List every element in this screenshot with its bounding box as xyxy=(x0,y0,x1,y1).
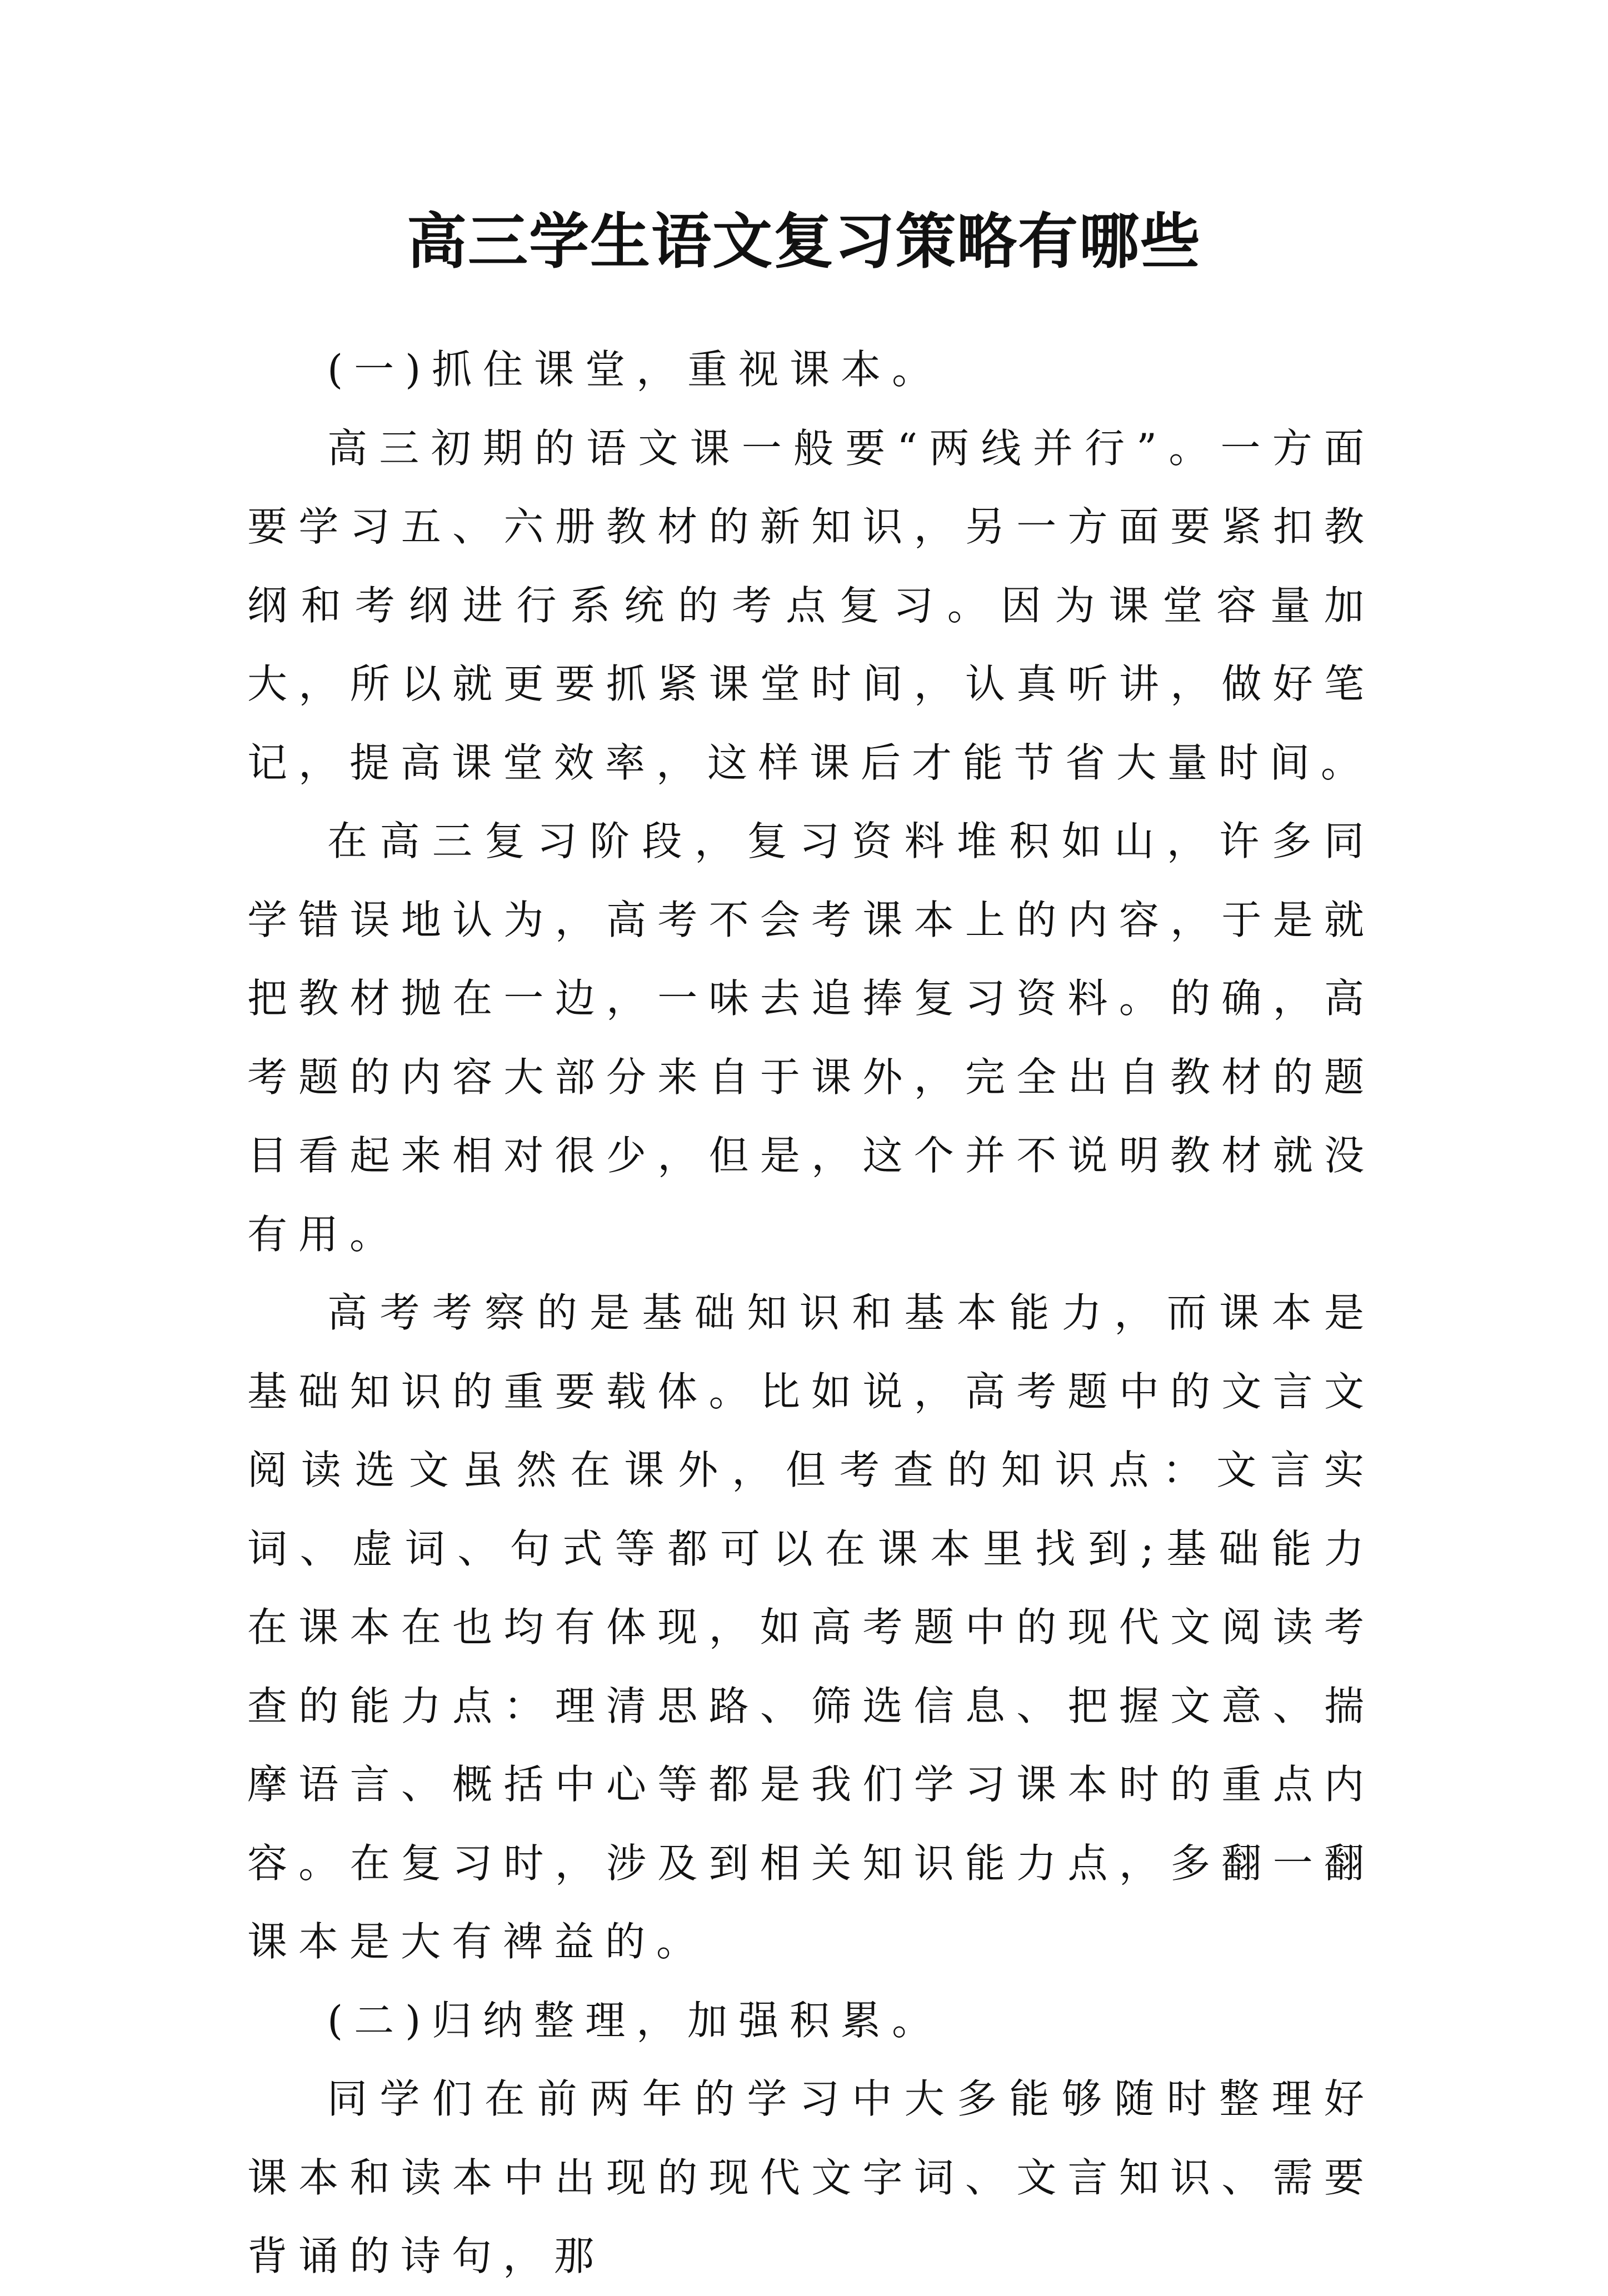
paragraph: 高考考察的是基础知识和基本能力，而课本是基础知识的重要载体。比如说，高考题中的文言文阅读选文虽然在课外，但考查的知识点：文言实词、虚词、句式等都可以在课本里找到;基础能力在课本在也均有体现，如高考题中的现代文阅读考查的能力点：理清思路、筛选信息、把握文意、揣摩语言、概括中心等都是我们学习课本时的重点内容。在复习时，涉及到相关知识能力点，多翻一翻课本是大有裨益的。 xyxy=(247,1289,1375,1965)
section-heading-2: (二)归纳整理，加强积累。 xyxy=(327,1997,943,2044)
paragraph: 在高三复习阶段，复习资料堆积如山，许多同学错误地认为，高考不会考课本上的内容，于是就把教材抛在一边，一味去追捧复习资料。的确，高考题的内容大部分来自于课外，完全出自教材的题目看起来相对很少，但是，这个并不说明教材就没有用。 xyxy=(247,818,1375,1258)
document-title: 高三学生语文复习策略有哪些 xyxy=(406,207,1201,277)
paragraph: 高三初期的语文课一般要“两线并行”。一方面要学习五、六册教材的新知识，另一方面要紧扣教纲和考纲进行系统的考点复习。因为课堂容量加大，所以就更要抓紧课堂时间，认真听讲，做好笔记，提高课堂效率，这样课后才能节省大量时间。 xyxy=(247,424,1375,786)
section-heading-1: (一)抓住课堂，重视课本。 xyxy=(327,346,943,393)
document-body xyxy=(247,331,1375,2296)
paragraph: 同学们在前两年的学习中大多能够随时整理好课本和读本中出现的现代文字词、文言知识、需要背诵的诗句，那 xyxy=(247,2075,1375,2279)
